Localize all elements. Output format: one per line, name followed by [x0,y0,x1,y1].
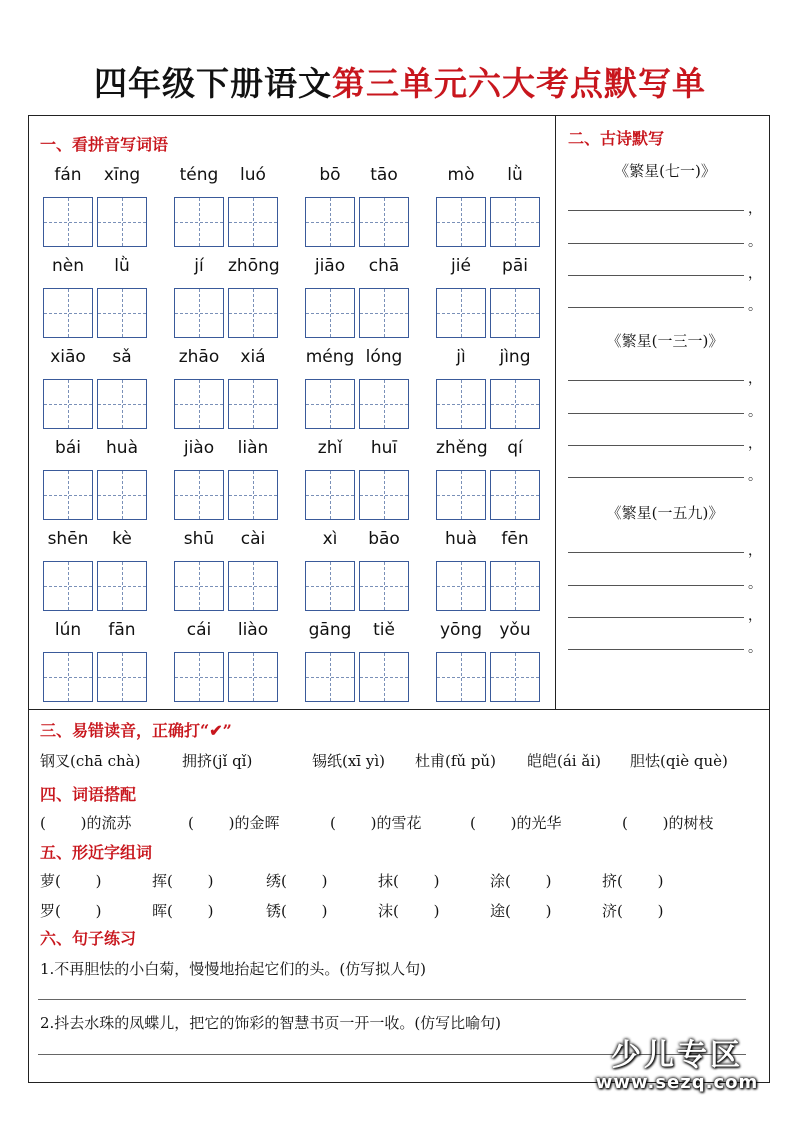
writing-box[interactable] [43,197,93,247]
pinyin-label: shēn [47,529,89,549]
section5-heading: 五、形近字组词 [40,843,153,862]
poem-answer-line[interactable] [568,275,744,276]
pinyin-label: lóng [365,347,403,367]
writing-box[interactable] [305,561,355,611]
similar-char-item: 济( ) [602,902,664,920]
writing-box[interactable] [305,379,355,429]
pinyin-label: zhāo [178,347,220,367]
writing-box[interactable] [43,288,93,338]
writing-box[interactable] [97,470,147,520]
section-divider [28,709,770,710]
section4-heading: 四、词语搭配 [40,785,137,804]
pinyin-label: bō [319,165,341,185]
writing-box[interactable] [228,470,278,520]
pinyin-label: jié [451,256,471,276]
writing-box[interactable] [359,561,409,611]
similar-char-item: 罗( ) [40,902,102,920]
similar-char-item: 抹( ) [378,872,440,890]
title-part1: 四年级下册语文 [94,64,332,103]
pinyin-label: zhǐ [317,438,343,458]
pinyin-label: liào [237,620,269,640]
pronunciation-item: 胆怯(qiè què) [630,752,728,770]
poem-title: 《繁星(一五九)》 [606,504,724,522]
pinyin-label: gāng [308,620,352,640]
pinyin-label: tiě [373,620,395,640]
pinyin-label: jì [456,347,466,367]
poem-punctuation: 。 [748,298,762,314]
writing-box[interactable] [174,561,224,611]
writing-box[interactable] [174,470,224,520]
poem-punctuation: ， [748,371,762,387]
similar-char-item: 萝( ) [40,872,102,890]
answer-line [38,999,746,1000]
watermark-url: www.sezq.com [595,1072,759,1093]
pinyin-label: qí [507,438,523,458]
sentence-question-2: 2.抖去水珠的凤蝶儿，把它的饰彩的智慧书页一开一收。(仿写比喻句) [40,1014,502,1032]
pinyin-label: nèn [51,256,84,276]
similar-char-item: 涂( ) [490,872,552,890]
writing-box[interactable] [436,379,486,429]
pinyin-label: xiāo [50,347,86,367]
pinyin-label: shū [183,529,215,549]
poem-answer-line[interactable] [568,617,744,618]
writing-box[interactable] [305,652,355,702]
pinyin-label: zhěng [436,438,488,458]
writing-box[interactable] [359,379,409,429]
poem-title: 《繁星(一三一)》 [606,332,724,350]
collocation-item: ( )的树枝 [622,814,714,832]
pinyin-label: fān [108,620,136,640]
writing-box[interactable] [436,561,486,611]
collocation-item: ( )的金晖 [188,814,280,832]
pinyin-label: chā [368,256,400,276]
writing-box[interactable] [43,652,93,702]
writing-box[interactable] [305,288,355,338]
writing-box[interactable] [436,470,486,520]
poem-answer-line[interactable] [568,585,744,586]
writing-box[interactable] [436,197,486,247]
pronunciation-item: 锡纸(xī yì) [312,752,386,770]
writing-box[interactable] [43,561,93,611]
writing-box[interactable] [490,288,540,338]
poem-title: 《繁星(七一)》 [614,162,716,180]
collocation-item: ( )的雪花 [330,814,422,832]
pinyin-label: sǎ [112,347,132,367]
writing-box[interactable] [305,470,355,520]
pinyin-label: méng [305,347,355,367]
pronunciation-item: 钢叉(chā chà) [40,752,141,770]
poem-punctuation: ， [748,201,762,217]
pinyin-label: mò [447,165,475,185]
writing-box[interactable] [490,652,540,702]
similar-char-item: 锈( ) [266,902,328,920]
pinyin-label: kè [112,529,132,549]
poem-punctuation: 。 [748,404,762,420]
section2-heading: 二、古诗默写 [568,129,665,148]
writing-box[interactable] [436,652,486,702]
pinyin-label: jiāo [314,256,346,276]
section1-heading: 一、看拼音写词语 [40,135,169,154]
pinyin-label: zhōng [228,256,280,276]
column-divider [555,115,556,710]
writing-box[interactable] [174,288,224,338]
collocation-item: ( )的光华 [470,814,562,832]
pronunciation-item: 杜甫(fǔ pǔ) [415,752,496,770]
poem-punctuation: ， [748,543,762,559]
writing-box[interactable] [359,652,409,702]
pinyin-label: yǒu [499,620,531,640]
writing-box[interactable] [174,379,224,429]
pinyin-label: téng [179,165,219,185]
poem-punctuation: 。 [748,234,762,250]
pinyin-label: cái [186,620,212,640]
pinyin-label: lǜ [114,256,130,276]
section6-heading: 六、句子练习 [40,929,137,948]
pinyin-label: fēn [501,529,529,549]
writing-box[interactable] [490,561,540,611]
pinyin-label: bái [55,438,81,458]
writing-box[interactable] [490,379,540,429]
pinyin-label: jiào [183,438,215,458]
similar-char-item: 沫( ) [378,902,440,920]
similar-char-item: 挤( ) [602,872,664,890]
poem-punctuation: ， [748,266,762,282]
pinyin-label: cài [240,529,266,549]
poem-answer-line[interactable] [568,210,744,211]
writing-box[interactable] [436,288,486,338]
poem-punctuation: 。 [748,640,762,656]
poem-answer-line[interactable] [568,307,744,308]
watermark-logo [572,1040,782,1094]
writing-box[interactable] [490,197,540,247]
section3-heading: 三、易错读音，正确打“✔” [40,721,232,740]
writing-box[interactable] [43,379,93,429]
writing-box[interactable] [97,561,147,611]
poem-answer-line[interactable] [568,477,744,478]
pinyin-label: xiá [240,347,266,367]
writing-box[interactable] [43,470,93,520]
writing-box[interactable] [97,379,147,429]
pinyin-label: bāo [368,529,400,549]
similar-char-item: 挥( ) [152,872,214,890]
pinyin-label: xì [322,529,338,549]
pinyin-label: jí [194,256,204,276]
writing-box[interactable] [228,379,278,429]
similar-char-item: 途( ) [490,902,552,920]
similar-char-item: 晖( ) [152,902,214,920]
collocation-item: ( )的流苏 [40,814,132,832]
writing-box[interactable] [97,197,147,247]
pronunciation-item: 拥挤(jǐ qǐ) [182,752,253,770]
writing-box[interactable] [228,288,278,338]
poem-answer-line[interactable] [568,413,744,414]
pinyin-label: liàn [237,438,269,458]
pinyin-label: lún [54,620,82,640]
writing-box[interactable] [490,470,540,520]
writing-box[interactable] [97,652,147,702]
writing-box[interactable] [228,652,278,702]
poem-answer-line[interactable] [568,552,744,553]
poem-answer-line[interactable] [568,243,744,244]
sentence-question-1: 1.不再胆怯的小白菊，慢慢地抬起它们的头。(仿写拟人句) [40,960,427,978]
writing-box[interactable] [174,197,224,247]
title-part2: 第三单元六大考点默写单 [332,64,706,103]
pinyin-label: huà [106,438,138,458]
writing-box[interactable] [359,288,409,338]
pinyin-label: fán [54,165,82,185]
poem-answer-line[interactable] [568,445,744,446]
pinyin-label: pāi [502,256,528,276]
poem-punctuation: ， [748,436,762,452]
writing-box[interactable] [359,470,409,520]
pinyin-label: yōng [439,620,483,640]
pronunciation-item: 皑皑(ái ǎi) [527,752,601,770]
writing-box[interactable] [174,652,224,702]
similar-char-item: 绣( ) [266,872,328,890]
pinyin-label: huī [370,438,398,458]
writing-box[interactable] [228,197,278,247]
poem-answer-line[interactable] [568,380,744,381]
writing-box[interactable] [228,561,278,611]
writing-box[interactable] [359,197,409,247]
poem-answer-line[interactable] [568,649,744,650]
pinyin-label: huà [445,529,477,549]
poem-punctuation: 。 [748,468,762,484]
pinyin-label: xīng [103,165,141,185]
pinyin-label: lǜ [507,165,523,185]
pinyin-label: tāo [370,165,398,185]
watermark-main: 少儿专区 [611,1038,743,1073]
pinyin-label: jìng [499,347,531,367]
pinyin-label: luó [240,165,266,185]
page-title [0,58,800,105]
poem-punctuation: ， [748,608,762,624]
writing-box[interactable] [305,197,355,247]
writing-box[interactable] [97,288,147,338]
poem-punctuation: 。 [748,576,762,592]
